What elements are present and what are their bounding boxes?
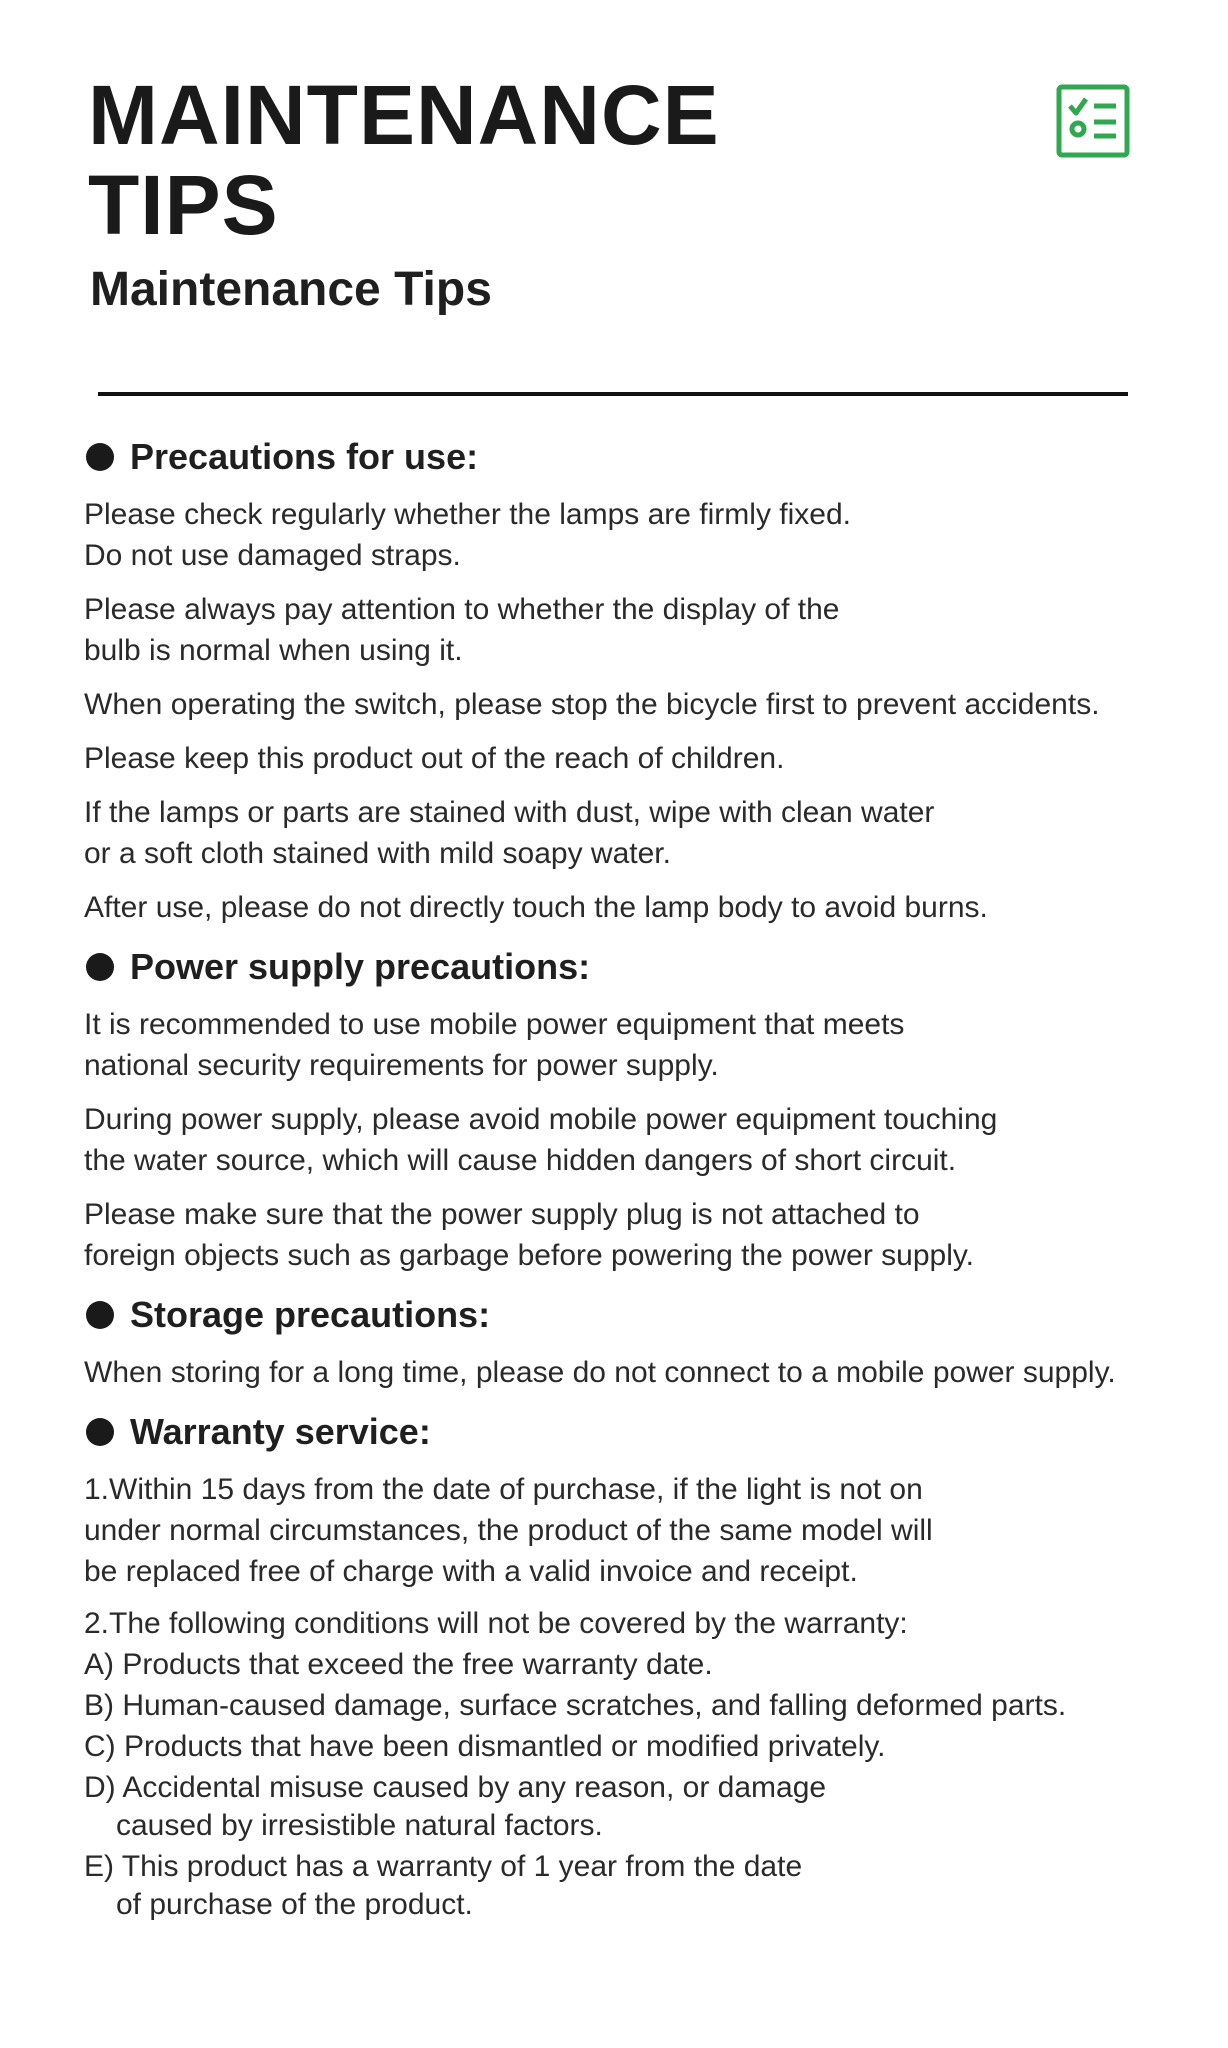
text-line: Please always pay attention to whether the display of the bbox=[84, 593, 840, 626]
paragraph bbox=[84, 1194, 1214, 1276]
paragraph bbox=[84, 738, 1214, 779]
text-line: Please check regularly whether the lamps are firmly fixed. bbox=[84, 498, 851, 531]
text-line: under normal circumstances, the product of the same model will bbox=[84, 1514, 933, 1547]
text-line: the water source, which will cause hidden dangers of short circuit. bbox=[84, 1144, 957, 1177]
heading-text: Warranty service: bbox=[130, 1411, 431, 1452]
text-line: Do not use damaged straps. bbox=[84, 539, 461, 572]
section-heading bbox=[86, 1290, 1214, 1340]
list-item bbox=[84, 1769, 1214, 1845]
section-warranty-service bbox=[84, 1407, 1214, 1924]
heading-text: Power supply precautions: bbox=[130, 946, 591, 987]
list-item bbox=[84, 1728, 1214, 1766]
text-line: 2.The following conditions will not be covered by the warranty: bbox=[84, 1607, 908, 1640]
paragraph bbox=[84, 1004, 1214, 1086]
text-line: After use, please do not directly touch the lamp body to avoid burns. bbox=[84, 891, 988, 924]
text-line: A) Products that exceed the free warranty date. bbox=[84, 1648, 713, 1681]
title-line-1: MAINTENANCE bbox=[88, 68, 720, 162]
title-line-2: TIPS bbox=[88, 158, 279, 252]
text-line: Please make sure that the power supply plug is not attached to bbox=[84, 1198, 920, 1231]
paragraph bbox=[84, 1469, 1214, 1592]
text-line: C) Products that have been dismantled or modified privately. bbox=[84, 1730, 886, 1763]
text-line: When operating the switch, please stop the bicycle first to prevent accidents. bbox=[84, 688, 1100, 721]
paragraph bbox=[84, 792, 1214, 874]
text-line: Please keep this product out of the reach of children. bbox=[84, 742, 785, 775]
paragraph bbox=[84, 1352, 1214, 1393]
paragraph bbox=[84, 684, 1214, 725]
paragraph bbox=[84, 1605, 1214, 1643]
list-item bbox=[84, 1848, 1214, 1924]
page-title bbox=[88, 70, 720, 250]
page-subtitle: Maintenance Tips bbox=[90, 263, 492, 316]
text-line: If the lamps or parts are stained with dust, wipe with clean water bbox=[84, 796, 935, 829]
text-line: foreign objects such as garbage before powering the power supply. bbox=[84, 1239, 974, 1272]
paragraph bbox=[84, 494, 1214, 576]
text-line: bulb is normal when using it. bbox=[84, 634, 463, 667]
text-line: It is recommended to use mobile power equipment that meets bbox=[84, 1008, 905, 1041]
heading-text: Precautions for use: bbox=[130, 436, 479, 477]
text-line: B) Human-caused damage, surface scratches, and falling deformed parts. bbox=[84, 1689, 1067, 1722]
bullet-icon bbox=[86, 953, 114, 981]
text-line: or a soft cloth stained with mild soapy water. bbox=[84, 837, 671, 870]
section-storage-precautions bbox=[84, 1290, 1214, 1393]
bullet-icon bbox=[86, 1418, 114, 1446]
heading-text: Storage precautions: bbox=[130, 1294, 491, 1335]
text-line: During power supply, please avoid mobile power equipment touching bbox=[84, 1103, 998, 1136]
content bbox=[84, 420, 1214, 1938]
text-line: E) This product has a warranty of 1 year from the date bbox=[84, 1850, 803, 1883]
paragraph bbox=[84, 887, 1214, 928]
text-line: of purchase of the product. bbox=[116, 1888, 473, 1921]
section-heading bbox=[86, 1407, 1214, 1457]
list-item bbox=[84, 1687, 1214, 1725]
text-line: When storing for a long time, please do not connect to a mobile power supply. bbox=[84, 1356, 1116, 1389]
paragraph bbox=[84, 589, 1214, 671]
text-line: national security requirements for power supply. bbox=[84, 1049, 719, 1082]
text-line: caused by irresistible natural factors. bbox=[116, 1809, 603, 1842]
text-line: 1.Within 15 days from the date of purchase, if the light is not on bbox=[84, 1473, 923, 1506]
section-heading bbox=[86, 942, 1214, 992]
text-line: be replaced free of charge with a valid invoice and receipt. bbox=[84, 1555, 858, 1588]
section-power-supply-precautions bbox=[84, 942, 1214, 1276]
bullet-icon bbox=[86, 1301, 114, 1329]
section-precautions-for-use bbox=[84, 432, 1214, 928]
checklist-icon bbox=[1056, 84, 1130, 158]
list-item bbox=[84, 1646, 1214, 1684]
divider bbox=[98, 392, 1128, 396]
bullet-icon bbox=[86, 443, 114, 471]
section-heading bbox=[86, 432, 1214, 482]
text-line: D) Accidental misuse caused by any reason, or damage bbox=[84, 1771, 827, 1804]
paragraph bbox=[84, 1099, 1214, 1181]
